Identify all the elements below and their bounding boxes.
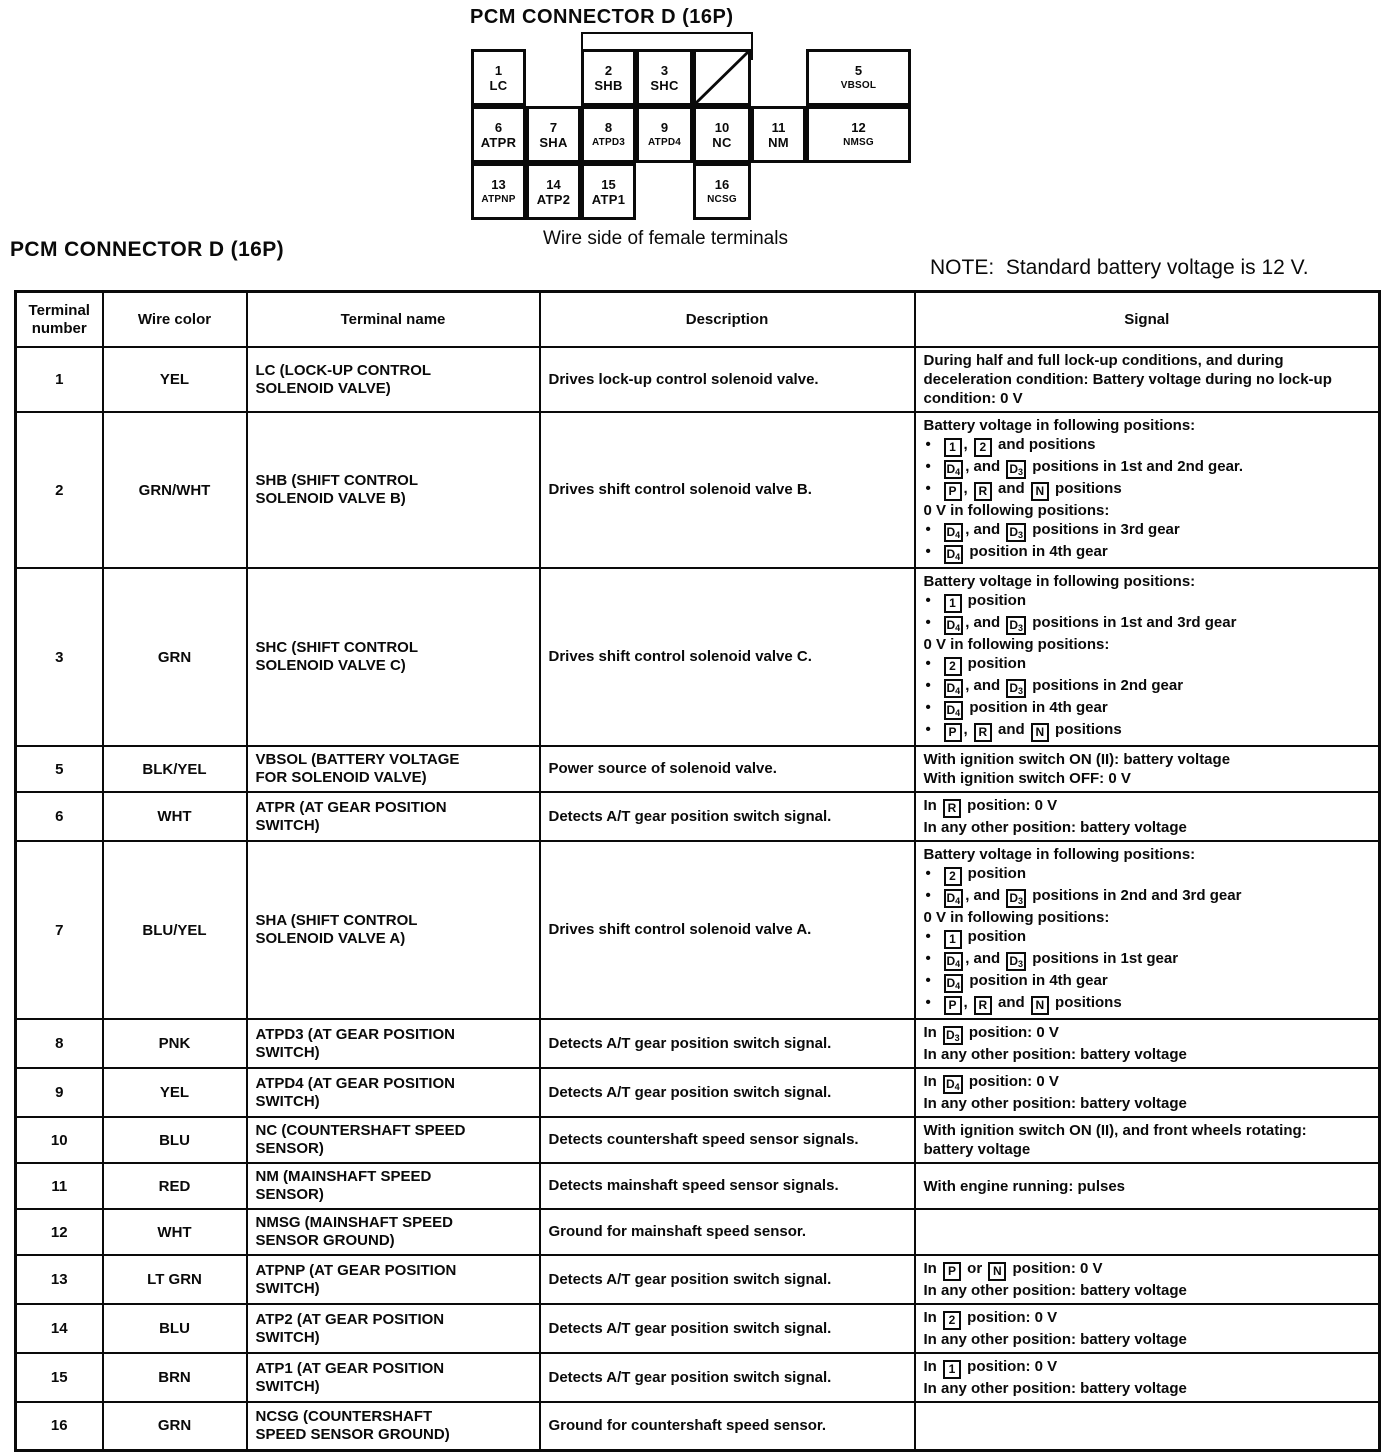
position-box: N bbox=[988, 1262, 1006, 1281]
terminal-name-cell: ATPNP (AT GEAR POSITION SWITCH) bbox=[247, 1255, 540, 1304]
bullet-dot: • bbox=[925, 614, 931, 631]
position-box: N bbox=[1031, 723, 1049, 742]
wire-color-cell: PNK bbox=[103, 1019, 247, 1068]
position-box: N bbox=[1031, 482, 1049, 501]
pin-number: 14 bbox=[546, 176, 561, 192]
signal-line bbox=[924, 1023, 1349, 1045]
signal-text: $D_4$ , and $D_3$ positions in 1st and 2nd gear. bbox=[942, 457, 1349, 479]
description-cell: Drives shift control solenoid valve C. bbox=[540, 568, 915, 746]
signal-text: $D_4$ , and $D_3$ positions in 2nd and 3rd gear bbox=[942, 886, 1349, 908]
bullet-dot: • bbox=[925, 865, 931, 882]
position-box: $D_3$ bbox=[1006, 616, 1026, 635]
connector-cell-9 bbox=[636, 106, 693, 163]
terminal-number-cell: 14 bbox=[16, 1304, 103, 1353]
terminal-name-cell: ATPD3 (AT GEAR POSITION SWITCH) bbox=[247, 1019, 540, 1068]
signal-line bbox=[924, 1045, 1349, 1064]
signal-line bbox=[924, 1308, 1349, 1330]
signal-line bbox=[924, 927, 1349, 949]
description-cell: Ground for mainshaft speed sensor. bbox=[540, 1209, 915, 1255]
pin-label: ATPD3 bbox=[591, 136, 626, 148]
signal-line bbox=[924, 864, 1349, 886]
wire-color-cell: BLU bbox=[103, 1117, 247, 1163]
signal-cell bbox=[915, 792, 1380, 841]
description-cell: Detects countershaft speed sensor signals. bbox=[540, 1117, 915, 1163]
connector-grid bbox=[471, 49, 911, 220]
connector-cell-7 bbox=[526, 106, 581, 163]
signal-line bbox=[924, 479, 1349, 501]
signal-text: P , R and N positions bbox=[942, 993, 1349, 1015]
signal-line bbox=[924, 1357, 1349, 1379]
position-box: P bbox=[943, 1262, 961, 1281]
position-box: 1 bbox=[944, 594, 962, 613]
terminal-name-cell: SHA (SHIFT CONTROL SOLENOID VALVE A) bbox=[247, 841, 540, 1019]
table-row bbox=[16, 347, 1380, 412]
terminal-name-cell: ATP2 (AT GEAR POSITION SWITCH) bbox=[247, 1304, 540, 1353]
terminal-name-cell: VBSOL (BATTERY VOLTAGE FOR SOLENOID VALVE) bbox=[247, 746, 540, 792]
wire-color-cell: RED bbox=[103, 1163, 247, 1209]
pin-label: NC bbox=[712, 134, 732, 150]
terminal-number-cell: 2 bbox=[16, 412, 103, 568]
terminal-number-cell: 8 bbox=[16, 1019, 103, 1068]
signal-cell bbox=[915, 1402, 1380, 1450]
signal-text: $D_4$ position in 4th gear bbox=[942, 542, 1349, 564]
position-box: 1 bbox=[943, 1360, 961, 1379]
pin-label: LC bbox=[489, 77, 508, 93]
terminal-name-cell: ATPD4 (AT GEAR POSITION SWITCH) bbox=[247, 1068, 540, 1117]
pin-number: 12 bbox=[851, 119, 866, 135]
position-box: R bbox=[974, 996, 992, 1015]
bullet-dot: • bbox=[925, 480, 931, 497]
position-box: $D_4$ bbox=[944, 701, 964, 720]
wire-color-cell: YEL bbox=[103, 347, 247, 412]
signal-cell bbox=[915, 841, 1380, 1019]
signal-line bbox=[924, 886, 1349, 908]
position-box: R bbox=[974, 723, 992, 742]
signal-text: 1 position bbox=[942, 927, 1349, 949]
position-box: P bbox=[944, 482, 962, 501]
terminal-name-cell: ATP1 (AT GEAR POSITION SWITCH) bbox=[247, 1353, 540, 1402]
signal-text: With engine running: pulses bbox=[923, 1177, 1126, 1195]
pin-label: ATPNP bbox=[481, 193, 516, 205]
wire-color-cell: GRN bbox=[103, 568, 247, 746]
position-box: $D_3$ bbox=[1006, 460, 1026, 479]
connector-cell-15 bbox=[581, 163, 636, 220]
position-box: $D_4$ bbox=[944, 523, 964, 542]
pin-label: ATP2 bbox=[536, 191, 571, 207]
signal-text: 2 position bbox=[942, 654, 1349, 676]
signal-text: Battery voltage in following positions: bbox=[923, 417, 1196, 434]
position-box: 2 bbox=[944, 867, 962, 886]
terminal-name-cell: NMSG (MAINSHAFT SPEED SENSOR GROUND) bbox=[247, 1209, 540, 1255]
terminal-name-cell: NC (COUNTERSHAFT SPEED SENSOR) bbox=[247, 1117, 540, 1163]
signal-text: 1 , 2 and positions bbox=[942, 435, 1349, 457]
signal-text: $D_4$ , and $D_3$ positions in 1st and 3rd gear bbox=[942, 613, 1349, 635]
wire-color-cell: GRN bbox=[103, 1402, 247, 1450]
signal-line bbox=[924, 1072, 1349, 1094]
signal-text: $D_4$ position in 4th gear bbox=[942, 698, 1349, 720]
signal-text: In any other position: battery voltage bbox=[923, 1380, 1187, 1397]
signal-text: During half and full lock-up conditions, and during deceleration condition: Battery voltage during no lock-up condition: 0 V bbox=[923, 352, 1332, 407]
signal-text: With ignition switch ON (II): battery voltage bbox=[923, 751, 1231, 768]
table-row bbox=[16, 1019, 1380, 1068]
signal-line bbox=[924, 520, 1349, 542]
connector-blocked-cell bbox=[693, 49, 751, 106]
position-box: R bbox=[974, 482, 992, 501]
table-row bbox=[16, 1402, 1380, 1450]
terminal-number-cell: 15 bbox=[16, 1353, 103, 1402]
signal-cell bbox=[915, 1255, 1380, 1304]
connector-cell-11 bbox=[751, 106, 806, 163]
signal-text: $D_4$ , and $D_3$ positions in 3rd gear bbox=[942, 520, 1349, 542]
pin-number: 3 bbox=[660, 62, 669, 78]
signal-text: In any other position: battery voltage bbox=[923, 1282, 1187, 1299]
pin-number: 8 bbox=[604, 119, 613, 135]
pin-label: NCSG bbox=[707, 193, 737, 205]
wire-color-cell: BLU/YEL bbox=[103, 841, 247, 1019]
terminal-number-cell: 16 bbox=[16, 1402, 103, 1450]
signal-line bbox=[924, 1281, 1349, 1300]
pin-label: ATP1 bbox=[591, 191, 626, 207]
table-row bbox=[16, 1068, 1380, 1117]
signal-line bbox=[924, 1379, 1349, 1398]
connector-cell-3 bbox=[636, 49, 693, 106]
terminal-number-cell: 11 bbox=[16, 1163, 103, 1209]
signal-line bbox=[924, 971, 1349, 993]
signal-text: In any other position: battery voltage bbox=[923, 1331, 1187, 1348]
signal-text: $D_4$ , and $D_3$ positions in 2nd gear bbox=[942, 676, 1349, 698]
signal-text: In 2 position: 0 V bbox=[924, 1309, 1058, 1326]
bullet-dot: • bbox=[925, 677, 931, 694]
header-cell: Terminal name bbox=[247, 292, 540, 348]
signal-text: 0 V in following positions: bbox=[923, 502, 1110, 519]
pin-label: VBSOL bbox=[840, 79, 877, 91]
signal-text: In 1 position: 0 V bbox=[924, 1358, 1058, 1375]
pin-label: ATPD4 bbox=[647, 136, 682, 148]
pin-number: 1 bbox=[494, 62, 503, 78]
position-box: $D_4$ bbox=[944, 616, 964, 635]
signal-line bbox=[924, 676, 1349, 698]
signal-text: 2 position bbox=[942, 864, 1349, 886]
bullet-dot: • bbox=[925, 543, 931, 560]
signal-line bbox=[924, 1177, 1349, 1196]
table-row bbox=[16, 568, 1380, 746]
bullet-dot: • bbox=[925, 655, 931, 672]
bullet-dot: • bbox=[925, 436, 931, 453]
wire-color-cell: BRN bbox=[103, 1353, 247, 1402]
table-row bbox=[16, 792, 1380, 841]
connector-cell-5 bbox=[806, 49, 911, 106]
wire-color-cell: WHT bbox=[103, 1209, 247, 1255]
signal-text: $D_4$ position in 4th gear bbox=[942, 971, 1349, 993]
signal-line bbox=[924, 818, 1349, 837]
wire-color-cell: BLK/YEL bbox=[103, 746, 247, 792]
signal-cell bbox=[915, 568, 1380, 746]
bullet-dot: • bbox=[925, 699, 931, 716]
signal-text: Battery voltage in following positions: bbox=[923, 573, 1196, 590]
signal-text: Battery voltage in following positions: bbox=[923, 846, 1196, 863]
signal-line bbox=[924, 1330, 1349, 1349]
description-cell: Detects A/T gear position switch signal. bbox=[540, 1068, 915, 1117]
description-cell: Detects A/T gear position switch signal. bbox=[540, 1019, 915, 1068]
signal-text: In any other position: battery voltage bbox=[923, 1046, 1187, 1063]
position-box: R bbox=[943, 799, 961, 818]
pinout-table bbox=[14, 290, 1381, 1452]
signal-line bbox=[924, 457, 1349, 479]
signal-line bbox=[924, 542, 1349, 564]
signal-text: In any other position: battery voltage bbox=[923, 1095, 1187, 1112]
table-header-row bbox=[16, 292, 1380, 348]
pin-number: 13 bbox=[491, 176, 506, 192]
description-cell: Detects A/T gear position switch signal. bbox=[540, 792, 915, 841]
pin-number: 2 bbox=[604, 62, 613, 78]
bullet-dot: • bbox=[925, 458, 931, 475]
connector-diagram bbox=[471, 32, 911, 220]
position-box: $D_4$ bbox=[944, 889, 964, 908]
signal-line bbox=[924, 993, 1349, 1015]
signal-line bbox=[924, 949, 1349, 971]
signal-line bbox=[924, 796, 1349, 818]
battery-note: NOTE: Standard battery voltage is 12 V. bbox=[930, 256, 1309, 279]
connector-cell-14 bbox=[526, 163, 581, 220]
description-cell: Detects A/T gear position switch signal. bbox=[540, 1353, 915, 1402]
terminal-number-cell: 6 bbox=[16, 792, 103, 841]
signal-cell bbox=[915, 1068, 1380, 1117]
pin-number: 6 bbox=[494, 119, 503, 135]
signal-cell bbox=[915, 1117, 1380, 1163]
pin-label: NMSG bbox=[843, 136, 874, 148]
connector-cell-16 bbox=[693, 163, 751, 220]
signal-text: 0 V in following positions: bbox=[923, 636, 1110, 653]
signal-line bbox=[924, 1094, 1349, 1113]
signal-text: With ignition switch ON (II), and front wheels rotating: battery voltage bbox=[923, 1122, 1307, 1158]
connector-cell-12 bbox=[806, 106, 911, 163]
connector-cell-2 bbox=[581, 49, 636, 106]
table-row bbox=[16, 1304, 1380, 1353]
signal-text: In any other position: battery voltage bbox=[923, 819, 1187, 836]
bullet-dot: • bbox=[925, 928, 931, 945]
table-row bbox=[16, 746, 1380, 792]
pin-label: SHB bbox=[594, 77, 623, 93]
signal-text: P , R and N positions bbox=[942, 479, 1349, 501]
wire-color-cell: LT GRN bbox=[103, 1255, 247, 1304]
description-cell: Drives shift control solenoid valve B. bbox=[540, 412, 915, 568]
signal-cell bbox=[915, 412, 1380, 568]
signal-text: In P or N position: 0 V bbox=[924, 1260, 1103, 1277]
position-box: N bbox=[1031, 996, 1049, 1015]
table-row bbox=[16, 841, 1380, 1019]
pin-label: SHA bbox=[539, 134, 568, 150]
pin-number: 15 bbox=[601, 176, 616, 192]
description-cell: Drives shift control solenoid valve A. bbox=[540, 841, 915, 1019]
terminal-name-cell: SHC (SHIFT CONTROL SOLENOID VALVE C) bbox=[247, 568, 540, 746]
description-cell: Detects A/T gear position switch signal. bbox=[540, 1255, 915, 1304]
position-box: 2 bbox=[943, 1311, 961, 1330]
signal-line bbox=[924, 769, 1349, 788]
table-row bbox=[16, 1353, 1380, 1402]
position-box: $D_4$ bbox=[944, 952, 964, 971]
terminal-name-cell: ATPR (AT GEAR POSITION SWITCH) bbox=[247, 792, 540, 841]
terminal-number-cell: 12 bbox=[16, 1209, 103, 1255]
terminal-number-cell: 13 bbox=[16, 1255, 103, 1304]
position-box: $D_3$ bbox=[943, 1026, 963, 1045]
terminal-name-cell: NCSG (COUNTERSHAFT SPEED SENSOR GROUND) bbox=[247, 1402, 540, 1450]
table-row bbox=[16, 1255, 1380, 1304]
position-box: 1 bbox=[944, 930, 962, 949]
signal-line bbox=[924, 501, 1349, 520]
header-cell: Description bbox=[540, 292, 915, 348]
connector-cell-8 bbox=[581, 106, 636, 163]
bullet-dot: • bbox=[925, 950, 931, 967]
pin-number: 5 bbox=[854, 62, 863, 78]
bullet-dot: • bbox=[925, 994, 931, 1011]
connector-cell-1 bbox=[471, 49, 526, 106]
description-cell: Drives lock-up control solenoid valve. bbox=[540, 347, 915, 412]
signal-line bbox=[924, 351, 1349, 408]
position-box: P bbox=[944, 996, 962, 1015]
signal-text: In R position: 0 V bbox=[924, 797, 1058, 814]
signal-text: $D_4$ , and $D_3$ positions in 1st gear bbox=[942, 949, 1349, 971]
pin-label: ATPR bbox=[480, 134, 517, 150]
position-box: $D_3$ bbox=[1006, 889, 1026, 908]
terminal-name-cell: SHB (SHIFT CONTROL SOLENOID VALVE B) bbox=[247, 412, 540, 568]
signal-cell bbox=[915, 1019, 1380, 1068]
description-cell: Ground for countershaft speed sensor. bbox=[540, 1402, 915, 1450]
connector-cell-13 bbox=[471, 163, 526, 220]
signal-text: In $D_4$ position: 0 V bbox=[923, 1073, 1059, 1092]
terminal-number-cell: 1 bbox=[16, 347, 103, 412]
signal-cell bbox=[915, 347, 1380, 412]
signal-cell bbox=[915, 1163, 1380, 1209]
terminal-number-cell: 9 bbox=[16, 1068, 103, 1117]
pin-number: 9 bbox=[660, 119, 669, 135]
signal-text: With ignition switch OFF: 0 V bbox=[923, 770, 1131, 787]
signal-cell bbox=[915, 1209, 1380, 1255]
position-box: 1 bbox=[944, 438, 962, 457]
bullet-dot: • bbox=[925, 887, 931, 904]
terminal-number-cell: 7 bbox=[16, 841, 103, 1019]
wire-color-cell: BLU bbox=[103, 1304, 247, 1353]
terminal-name-cell: LC (LOCK-UP CONTROL SOLENOID VALVE) bbox=[247, 347, 540, 412]
pin-label: NM bbox=[768, 134, 789, 150]
position-box: $D_4$ bbox=[944, 545, 964, 564]
section-heading: PCM CONNECTOR D (16P) bbox=[10, 238, 285, 261]
position-box: $D_3$ bbox=[1006, 952, 1026, 971]
header-cell: Signal bbox=[915, 292, 1380, 348]
position-box: $D_4$ bbox=[944, 679, 964, 698]
table-row bbox=[16, 412, 1380, 568]
description-cell: Detects A/T gear position switch signal. bbox=[540, 1304, 915, 1353]
signal-line bbox=[924, 698, 1349, 720]
signal-line bbox=[924, 654, 1349, 676]
position-box: $D_3$ bbox=[1006, 523, 1026, 542]
diagonal-line bbox=[696, 52, 748, 103]
wire-side-caption: Wire side of female terminals bbox=[543, 228, 788, 249]
position-box: P bbox=[944, 723, 962, 742]
signal-text: 1 position bbox=[942, 591, 1349, 613]
connector-cell-10 bbox=[693, 106, 751, 163]
header-cell: Wire color bbox=[103, 292, 247, 348]
position-box: $D_4$ bbox=[944, 460, 964, 479]
signal-line bbox=[924, 908, 1349, 927]
table-row bbox=[16, 1209, 1380, 1255]
signal-line bbox=[924, 1121, 1349, 1159]
position-box: 2 bbox=[974, 438, 992, 457]
signal-cell bbox=[915, 1353, 1380, 1402]
signal-text: 0 V in following positions: bbox=[923, 909, 1110, 926]
connector-title: PCM CONNECTOR D (16P) bbox=[470, 6, 734, 28]
signal-line bbox=[924, 613, 1349, 635]
bullet-dot: • bbox=[925, 592, 931, 609]
signal-line bbox=[924, 591, 1349, 613]
bullet-dot: • bbox=[925, 972, 931, 989]
signal-cell bbox=[915, 746, 1380, 792]
signal-text: In $D_3$ position: 0 V bbox=[923, 1024, 1059, 1043]
terminal-number-cell: 3 bbox=[16, 568, 103, 746]
bullet-dot: • bbox=[925, 521, 931, 538]
signal-text: P , R and N positions bbox=[942, 720, 1349, 742]
wire-color-cell: WHT bbox=[103, 792, 247, 841]
wire-color-cell: GRN/WHT bbox=[103, 412, 247, 568]
signal-line bbox=[924, 845, 1349, 864]
table-row bbox=[16, 1117, 1380, 1163]
signal-line bbox=[924, 720, 1349, 742]
terminal-number-cell: 10 bbox=[16, 1117, 103, 1163]
signal-cell bbox=[915, 1304, 1380, 1353]
pin-number: 7 bbox=[549, 119, 558, 135]
header-cell: Terminal number bbox=[16, 292, 103, 348]
signal-line bbox=[924, 750, 1349, 769]
position-box: $D_4$ bbox=[944, 974, 964, 993]
signal-line bbox=[924, 1259, 1349, 1281]
pin-number: 11 bbox=[771, 119, 786, 135]
position-box: $D_4$ bbox=[943, 1075, 963, 1094]
table-row bbox=[16, 1163, 1380, 1209]
connector-cell-6 bbox=[471, 106, 526, 163]
pin-number: 10 bbox=[714, 119, 730, 135]
position-box: 2 bbox=[944, 657, 962, 676]
signal-line bbox=[924, 416, 1349, 435]
signal-line bbox=[924, 435, 1349, 457]
position-box: $D_3$ bbox=[1006, 679, 1026, 698]
description-cell: Power source of solenoid valve. bbox=[540, 746, 915, 792]
terminal-number-cell: 5 bbox=[16, 746, 103, 792]
pin-number: 16 bbox=[714, 176, 730, 192]
pin-label: SHC bbox=[650, 77, 679, 93]
wire-color-cell: YEL bbox=[103, 1068, 247, 1117]
terminal-name-cell: NM (MAINSHAFT SPEED SENSOR) bbox=[247, 1163, 540, 1209]
description-cell: Detects mainshaft speed sensor signals. bbox=[540, 1163, 915, 1209]
signal-line bbox=[924, 635, 1349, 654]
signal-line bbox=[924, 572, 1349, 591]
bullet-dot: • bbox=[925, 721, 931, 738]
